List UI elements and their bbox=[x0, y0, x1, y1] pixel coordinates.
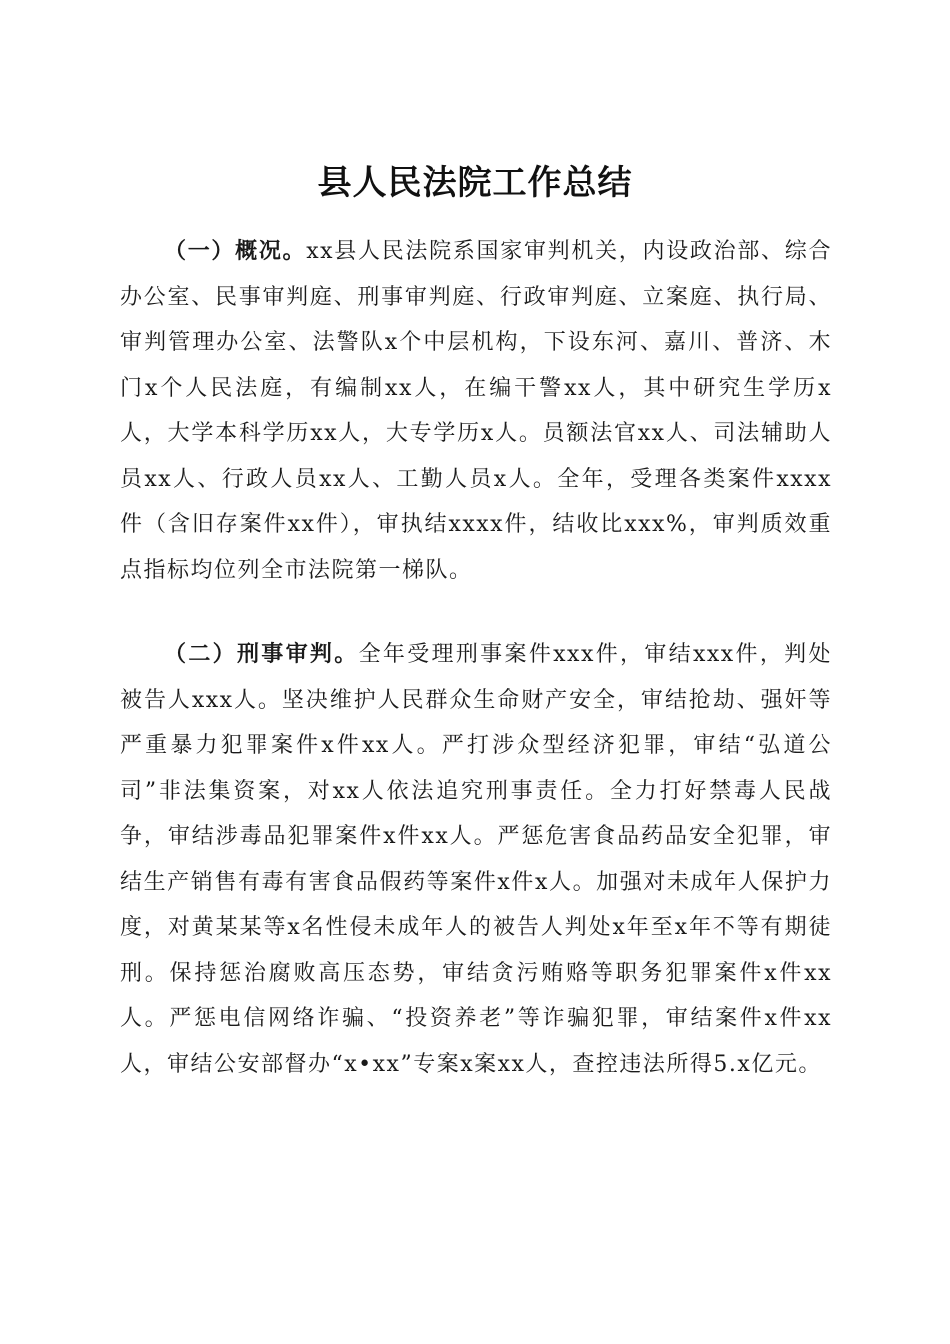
document-title: 县人民法院工作总结 bbox=[317, 162, 633, 203]
paragraph-heading: （一）概况。 bbox=[164, 239, 307, 264]
paragraph-body: xx县人民法院系国家审判机关，内设政治部、综合办公室、民事审判庭、刑事审判庭、行政审判庭、立案庭、执行局、审判管理办公室、法警队x个中层机构，下设东河、嘉川、普济、木门x个人民法庭，有编制xx人，在编干警xx人，其中研究生学历x人，大学本科学历xx人，大专学历x人。员额法官xx人、司法辅助人员xx人、行政人员xx人、工勤人员x人。全年，受理各类案件xxxx件（含旧存案件xx件），审执结xxxx件，结收比xxx%，审判质效重点指标均位列全市法院第一梯队。 bbox=[120, 239, 832, 583]
paragraph-body: 全年受理刑事案件xxx件，审结xxx件，判处被告人xxx人。坚决维护人民群众生命财产安全，审结抢劫、强奸等严重暴力犯罪案件x件xx人。严打涉众型经济犯罪，审结“弘道公司”非法集资案，对xx人依法追究刑事责任。全力打好禁毒人民战争，审结涉毒品犯罪案件x件xx人。严惩危害食品药品安全犯罪，审结生产销售有毒有害食品假药等案件x件x人。加强对未成年人保护力度，对黄某某等x名性侵未成年人的被告人判处x年至x年不等有期徒刑。保持惩治腐败高压态势，审结贪污贿赂等职务犯罪案件x件xx人。严惩电信网络诈骗、“投资养老”等诈骗犯罪，审结案件x件xx人，审结公安部督办“x•xx”专案x案xx人，查控违法所得5.x亿元。 bbox=[120, 642, 832, 1077]
paragraph-overview bbox=[120, 229, 832, 593]
paragraph-heading: （二）刑事审判。 bbox=[164, 642, 359, 667]
paragraph-criminal-trial bbox=[120, 632, 832, 1087]
